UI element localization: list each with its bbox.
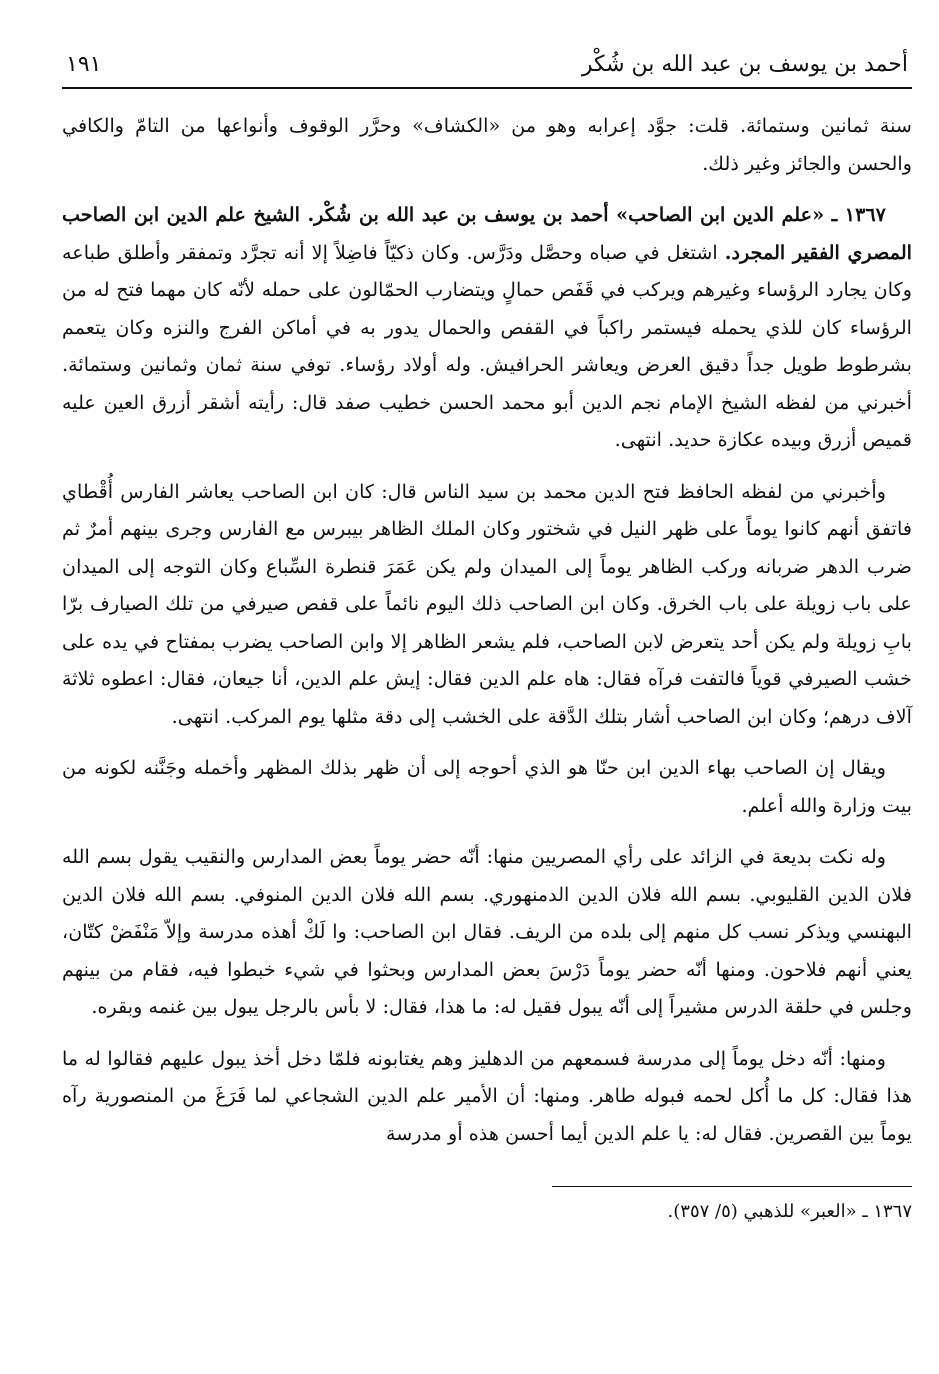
paragraph-text: وله نكت بديعة في الزائد على رأي المصريين منها: أنّه حضر يوماً بعض المدارس والنقيب يقول بسم الله فلان الدين القليوبي. بسم الله فلان الدين الدمنهوري. بسم الله فلان الدين المنوفي. بسم الله فلان الدين البهنسي ويذكر نسب كل منهم إلى بلده من الريف. فقال ابن الصاحب: وا لَكْ أهذه مدرسة وإلاّ مَنْفَضْ كتّان، يعني أنهم فلاحون. ومنها أنّه حضر يوماً دَرْسَ بعض المدارس وبحثوا في شيء خبطوا فيه، فقام من بينهم وجلس في حلقة الدرس مشيراً إلى أنّه يبول فقيل له: ما هذا، فقال: لا بأس بالرجل يبول بين غنمه وبقره. [62, 845, 912, 1018]
paragraph-text: وأخبرني من لفظه الحافظ فتح الدين محمد بن سيد الناس قال: كان ابن الصاحب يعاشر الفارس أُقْطاي فاتفق أنهم كانوا يوماً على ظهر النيل في شختور وكان الملك الظاهر بيبرس مع الفارس وجرى بينهم أمرٌ ثم ضرب الدهر ضربانه وركب الظاهر يوماً إلى الميدان ولم يكن عَمَرَ قنطرة السِّباع وكان التوجه إلى الميدان على باب زويلة على باب الخرق. وكان ابن الصاحب ذلك اليوم نائماً على قفص صيرفي من تلك الصيارف برّا بابِ زويلة ولم يكن أحد يتعرض لابن الصاحب، فلم يشعر الظاهر إلا وابن الصاحب يضرب بمفتاح في يده على خشب الصيرفي قوياً فالتفت فرآه فقال: هاه علم الدين فقال: إيش علم الدين، أنا جيعان، فقال: اعطوه ثلاثة آلاف درهم؛ وكان ابن الصاحب أشار بتلك الدَّقة على الخشب إلى دقة مثلها يوم المركب. انتهى. [62, 479, 912, 728]
page-body [62, 107, 912, 1152]
page-number: ١٩١ [66, 52, 102, 77]
paragraph-text: سنة ثمانين وستمائة. قلت: جوَّد إعرابه وهو من «الكشاف» وحرَّر الوقوف وأنواعها من التامّ والكافي والحسن والجائز وغير ذلك. [62, 114, 912, 175]
paragraph [62, 749, 912, 824]
biography-entry [62, 196, 912, 459]
page-header [62, 40, 912, 89]
paragraph-text: ويقال إن الصاحب بهاء الدين ابن حنّا هو الذي أحوجه إلى أن ظهر بذلك المظهر وأخمله وجَنَّنه لكونه من بيت وزارة والله أعلم. [62, 756, 912, 817]
entry-heading: ١٣٦٧ ـ «علم الدين ابن الصاحب» أحمد بن يوسف بن عبد الله بن شُكْر. الشيخ علم الدين ابن الصاحب المصري الفقير المجرد. [62, 203, 913, 264]
running-title: أحمد بن يوسف بن عبد الله بن شُكْر [581, 52, 908, 77]
footnote-divider [552, 1186, 912, 1187]
paragraph-text: اشتغل في صباه وحصَّل ودَرَّس. وكان ذكيّاً فاضِلاً إلا أنه تجرَّد وتمفقر وأطلق طباعه وكان يجارد الرؤساء وغيرهم ويركب في قَفَص حمالٍ ويتضارب الحمّالون على حمله لأنّه كان مهما فتح له من الرؤساء كان للذي يحمله فيستمر راكباً في القفص والحمال يدور به في أماكن الفرج والنزه وكان يتعمم بشرطوط طويل جداً دقيق العرض ويعاشر الحرافيش. وله أولاد رؤساء. توفي سنة ثمان وثمانين وستمائة. أخبرني من لفظه الشيخ الإمام نجم الدين أبو محمد الحسن خطيب صفد قال: رأيته أشقر أزرق العين عليه قميص أزرق وبيده عكازة حديد. انتهى. [62, 240, 912, 451]
paragraph [62, 107, 912, 182]
paragraph [62, 1040, 912, 1153]
paragraph [62, 473, 912, 736]
footnote: ١٣٦٧ ـ «العبر» للذهبي (٥/ ٣٥٧). [667, 1201, 912, 1222]
page [62, 40, 912, 1227]
paragraph [62, 838, 912, 1026]
paragraph-text: ومنها: أنّه دخل يوماً إلى مدرسة فسمعهم من الدهليز وهم يغتابونه فلمّا دخل أخذ يبول عليهم فقالوا له ما هذا فقال: كل ما أُكل لحمه فبوله طاهر. ومنها: أن الأمير علم الدين الشجاعي لما فَرَغَ من المنصورية رآه يوماً بين القصرين. فقال له: يا علم الدين أيما أحسن هذه أو مدرسة [62, 1046, 912, 1145]
